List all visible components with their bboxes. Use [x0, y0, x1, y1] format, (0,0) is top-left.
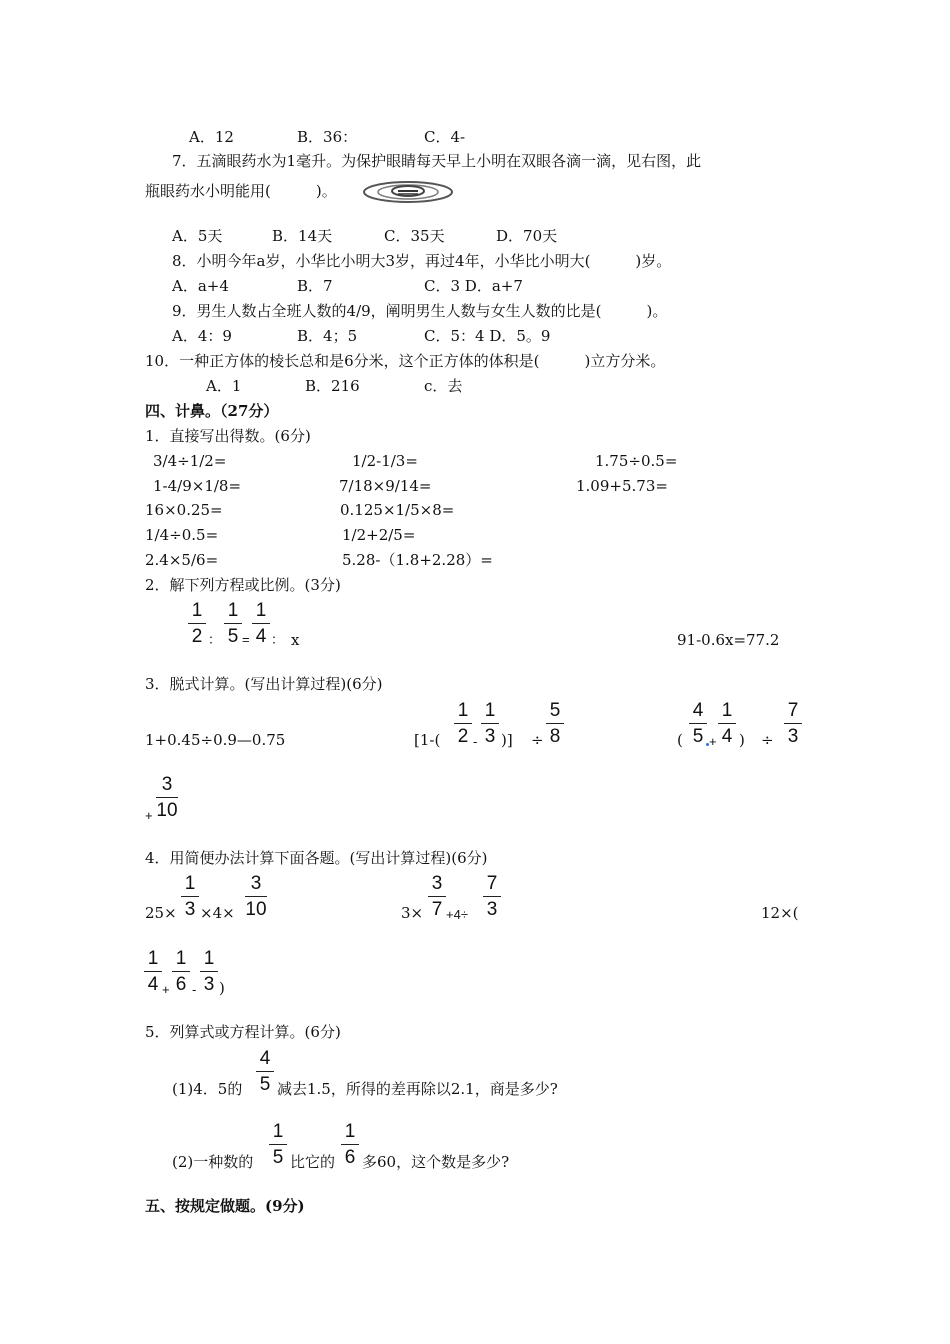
- bracket-open: [1-(: [414, 731, 441, 749]
- fraction: 1 4: [717, 701, 737, 746]
- fraction: 1 3: [480, 701, 500, 746]
- ratio-colon: ：: [208, 632, 222, 647]
- fraction: 1 2: [453, 701, 473, 746]
- fraction: 4 5: [688, 701, 708, 746]
- calc-item: 1-4/9×1/8=: [153, 477, 242, 495]
- q7-text-line2: 瓶眼药水小明能用( )。: [145, 182, 337, 200]
- q7-option-b: B．14天: [272, 227, 333, 245]
- calc-item: 1.09+5.73=: [576, 477, 668, 495]
- p3-expr1: 1+0.45÷0.9—0.75: [145, 731, 286, 749]
- minus-sign: -: [473, 734, 478, 749]
- q6-option-b: B．36：: [297, 128, 358, 146]
- fraction: 3 7: [427, 874, 447, 919]
- calc-item: 1/2+2/5=: [342, 526, 416, 544]
- q8-option-a: A．a+4: [172, 277, 229, 295]
- section5-title: 五、按规定做题。(9分): [145, 1197, 305, 1215]
- calc-item: 1.75÷0.5=: [595, 452, 678, 470]
- p4-expr2-b: +4÷: [446, 907, 468, 922]
- p3-title: 3．脱式计算。(写出计算过程)(6分): [145, 675, 383, 693]
- p5-title: 5．列算式或方程计算。(6分): [145, 1023, 341, 1041]
- fraction: 1 4: [143, 949, 163, 994]
- fraction: 1 4: [251, 601, 271, 646]
- q10-option-c: c．去: [424, 377, 463, 395]
- minus-sign: -: [192, 982, 197, 997]
- eye-drops-bottle-icon: [362, 178, 454, 204]
- q10-option-a: A．1: [206, 377, 242, 395]
- q7-option-d: D．70天: [496, 227, 558, 245]
- paren-open: (: [677, 731, 683, 749]
- paren-close: ): [219, 979, 225, 997]
- calc-item: 0.125×1/5×8=: [340, 501, 455, 519]
- fraction: 1 5: [268, 1122, 288, 1167]
- q6-option-a: A．12: [189, 128, 234, 146]
- p4-expr3-a: 12×(: [761, 904, 799, 922]
- p5-sub1-b: 减去1.5，所得的差再除以2.1，商是多少?: [277, 1080, 558, 1098]
- plus-sign: +: [145, 808, 153, 823]
- p4-expr1-a: 25×: [145, 904, 177, 922]
- fraction: 1 5: [223, 601, 243, 646]
- q7-text-line1: 7．五滴眼药水为1毫升。为保护眼睛每天早上小明在双眼各滴一滴，见右图，此: [172, 152, 702, 170]
- calc-item: 7/18×9/14=: [339, 477, 432, 495]
- q7-option-a: A．5天: [172, 227, 223, 245]
- q8-option-b: B．7: [297, 277, 333, 295]
- divide-sign: ÷: [531, 731, 544, 749]
- q9-option-b: B．4；5: [297, 327, 358, 345]
- p4-expr2-a: 3×: [401, 904, 424, 922]
- q9-option-a: A．4：9: [172, 327, 232, 345]
- equals-sign: =: [242, 632, 250, 647]
- calc-item: 5.28-（1.8+2.28）=: [342, 551, 493, 569]
- p1-title: 1．直接写出得数。(6分): [145, 427, 311, 445]
- p5-sub2-a: (2)一种数的: [172, 1153, 254, 1171]
- variable-x: x: [291, 631, 300, 649]
- fraction: 1 2: [187, 601, 207, 646]
- q6-option-c: C．4-: [424, 128, 466, 146]
- fraction: 7 3: [482, 874, 502, 919]
- fraction: 1 3: [199, 949, 219, 994]
- q10-option-b: B．216: [305, 377, 360, 395]
- bracket-close: )]: [501, 731, 513, 749]
- calc-item: 16×0.25=: [145, 501, 223, 519]
- p5-sub2-c: 多60，这个数是多少?: [362, 1153, 510, 1171]
- plus-sign: +: [709, 734, 717, 749]
- ratio-colon: ：: [271, 632, 285, 647]
- equation: 91-0.6x=77.2: [677, 631, 780, 649]
- q9-option-cd: C．5：4 D．5。9: [424, 327, 551, 345]
- p5-sub1-a: (1)4．5的: [172, 1080, 243, 1098]
- q8-text: 8．小明今年a岁，小华比小明大3岁，再过4年，小华比小明大( )岁。: [172, 252, 672, 270]
- fraction: 5 8: [545, 701, 565, 746]
- plus-sign: +: [162, 982, 170, 997]
- calc-item: 1/2-1/3=: [352, 452, 418, 470]
- p5-sub2-b: 比它的: [290, 1153, 336, 1171]
- q9-text: 9．男生人数占全班人数的4/9，阐明男生人数与女生人数的比是( )。: [172, 302, 668, 320]
- paren-close: ): [739, 731, 745, 749]
- p2-title: 2．解下列方程或比例。(3分): [145, 576, 341, 594]
- fraction: 4 5: [255, 1049, 275, 1094]
- p4-title: 4．用简便办法计算下面各题。(写出计算过程)(6分): [145, 849, 488, 867]
- fraction: 3 10: [245, 873, 267, 920]
- calc-item: 1/4÷0.5=: [145, 526, 219, 544]
- q10-text: 10．一种正方体的棱长总和是6分米，这个正方体的体积是( )立方分米。: [145, 352, 666, 370]
- section4-title: 四、计鼻。（27分）: [145, 402, 279, 420]
- fraction: 1 3: [180, 874, 200, 919]
- divide-sign: ÷: [761, 731, 774, 749]
- q8-option-cd: C．3 D．a+7: [424, 277, 523, 295]
- fraction: 7 3: [783, 701, 803, 746]
- q7-option-c: C．35天: [384, 227, 445, 245]
- p4-expr1-b: ×4×: [200, 904, 235, 922]
- fraction: 1 6: [340, 1122, 360, 1167]
- calc-item: 2.4×5/6=: [145, 551, 219, 569]
- calc-item: 3/4÷1/2=: [153, 452, 227, 470]
- fraction: 3 10: [156, 774, 178, 821]
- fraction: 1 6: [171, 949, 191, 994]
